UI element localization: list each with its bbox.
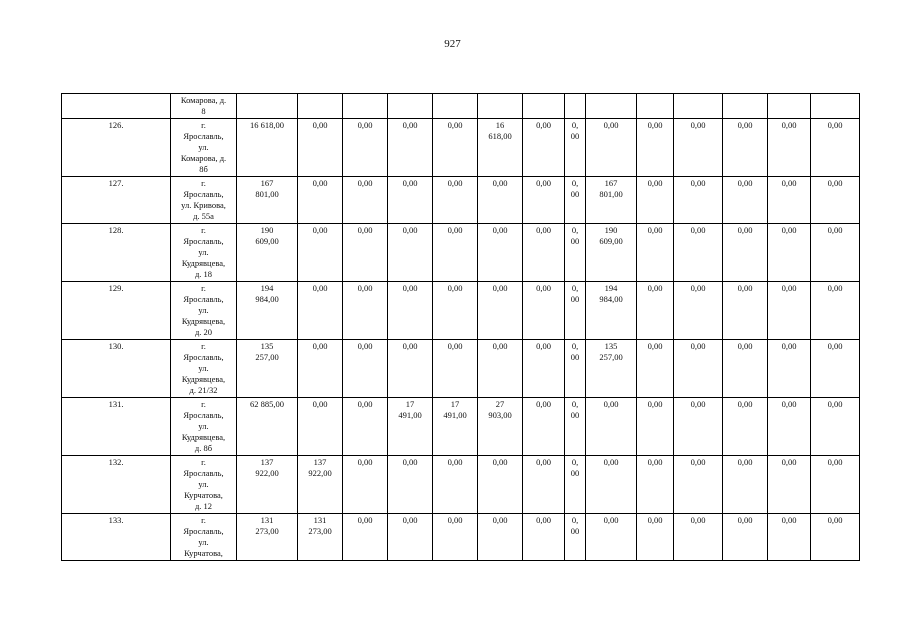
address-cell: г. Ярославль, ул. Кудрявцева, д. 8б <box>171 398 237 456</box>
value-cell: 0,00 <box>674 398 723 456</box>
value-cell: 0,00 <box>478 177 523 224</box>
value-cell: 0, 00 <box>565 224 586 282</box>
value-cell: 0,00 <box>433 177 478 224</box>
value-cell: 0,00 <box>433 456 478 514</box>
value-cell: 137 922,00 <box>237 456 298 514</box>
row-number-cell: 126. <box>62 119 171 177</box>
value-cell: 0,00 <box>523 514 565 561</box>
value-cell: 194 984,00 <box>586 282 637 340</box>
table-row <box>62 119 860 177</box>
value-cell: 0, 00 <box>565 514 586 561</box>
value-cell: 0,00 <box>388 456 433 514</box>
value-cell: 0,00 <box>637 224 674 282</box>
value-cell: 27 903,00 <box>478 398 523 456</box>
value-cell: 0,00 <box>478 340 523 398</box>
value-cell: 0,00 <box>433 224 478 282</box>
value-cell: 0,00 <box>811 119 860 177</box>
table-row <box>62 282 860 340</box>
address-cell: г. Ярославль, ул. Комарова, д. 8б <box>171 119 237 177</box>
value-cell: 0,00 <box>433 514 478 561</box>
table-body <box>62 94 860 561</box>
value-cell: 0,00 <box>343 177 388 224</box>
value-cell: 0,00 <box>723 340 768 398</box>
address-cell: г. Ярославль, ул. Курчатова, <box>171 514 237 561</box>
value-cell <box>433 94 478 119</box>
value-cell: 0,00 <box>723 398 768 456</box>
value-cell: 16 618,00 <box>478 119 523 177</box>
value-cell <box>768 94 811 119</box>
value-cell: 0,00 <box>343 282 388 340</box>
value-cell: 0,00 <box>811 398 860 456</box>
value-cell: 0,00 <box>433 119 478 177</box>
value-cell: 0,00 <box>478 456 523 514</box>
row-number-cell: 130. <box>62 340 171 398</box>
address-cell: Комарова, д. 8 <box>171 94 237 119</box>
value-cell: 135 257,00 <box>586 340 637 398</box>
address-cell: г. Ярославль, ул. Курчатова, д. 12 <box>171 456 237 514</box>
value-cell: 0,00 <box>674 224 723 282</box>
value-cell: 0,00 <box>478 282 523 340</box>
value-cell: 0,00 <box>523 456 565 514</box>
value-cell: 17 491,00 <box>388 398 433 456</box>
value-cell: 131 273,00 <box>298 514 343 561</box>
value-cell: 0,00 <box>523 177 565 224</box>
value-cell: 0,00 <box>523 340 565 398</box>
value-cell: 0,00 <box>768 514 811 561</box>
value-cell: 0,00 <box>388 119 433 177</box>
value-cell: 0,00 <box>811 177 860 224</box>
value-cell: 0,00 <box>637 177 674 224</box>
table-row <box>62 94 860 119</box>
row-number-cell: 128. <box>62 224 171 282</box>
value-cell: 0,00 <box>388 177 433 224</box>
value-cell: 0,00 <box>674 282 723 340</box>
value-cell: 0,00 <box>723 456 768 514</box>
value-cell: 0,00 <box>388 514 433 561</box>
value-cell: 0,00 <box>343 224 388 282</box>
table-row <box>62 177 860 224</box>
value-cell: 0,00 <box>388 282 433 340</box>
value-cell: 17 491,00 <box>433 398 478 456</box>
row-number-cell: 132. <box>62 456 171 514</box>
address-cell: г. Ярославль, ул. Кудрявцева, д. 20 <box>171 282 237 340</box>
value-cell: 0,00 <box>586 456 637 514</box>
value-cell: 0,00 <box>388 340 433 398</box>
value-cell: 0,00 <box>674 177 723 224</box>
value-cell <box>478 94 523 119</box>
value-cell: 0,00 <box>637 340 674 398</box>
value-cell: 0,00 <box>768 177 811 224</box>
value-cell: 0, 00 <box>565 456 586 514</box>
value-cell <box>523 94 565 119</box>
value-cell: 0,00 <box>811 514 860 561</box>
table-row <box>62 514 860 561</box>
value-cell: 0,00 <box>523 119 565 177</box>
row-number-cell: 129. <box>62 282 171 340</box>
value-cell: 0,00 <box>343 119 388 177</box>
value-cell <box>237 94 298 119</box>
value-cell: 194 984,00 <box>237 282 298 340</box>
value-cell: 0,00 <box>478 514 523 561</box>
value-cell: 0,00 <box>523 224 565 282</box>
value-cell <box>586 94 637 119</box>
value-cell: 0,00 <box>723 177 768 224</box>
value-cell: 167 801,00 <box>586 177 637 224</box>
value-cell: 0,00 <box>637 514 674 561</box>
value-cell: 0,00 <box>674 514 723 561</box>
value-cell <box>298 94 343 119</box>
table-row <box>62 398 860 456</box>
value-cell: 0,00 <box>811 282 860 340</box>
value-cell: 0,00 <box>343 456 388 514</box>
value-cell: 0, 00 <box>565 340 586 398</box>
value-cell: 0,00 <box>811 340 860 398</box>
value-cell: 0,00 <box>723 119 768 177</box>
value-cell: 0,00 <box>637 456 674 514</box>
value-cell: 0,00 <box>433 340 478 398</box>
value-cell: 0,00 <box>586 398 637 456</box>
value-cell: 0, 00 <box>565 177 586 224</box>
value-cell: 16 618,00 <box>237 119 298 177</box>
value-cell: 0,00 <box>811 456 860 514</box>
value-cell <box>565 94 586 119</box>
value-cell: 0,00 <box>343 398 388 456</box>
address-cell: г. Ярославль, ул. Кудрявцева, д. 18 <box>171 224 237 282</box>
value-cell: 0,00 <box>298 224 343 282</box>
value-cell: 0, 00 <box>565 119 586 177</box>
budget-table <box>61 93 860 561</box>
value-cell: 0,00 <box>723 282 768 340</box>
address-cell: г. Ярославль, ул. Кривова, д. 55а <box>171 177 237 224</box>
value-cell: 0,00 <box>343 514 388 561</box>
value-cell <box>343 94 388 119</box>
value-cell: 0,00 <box>298 282 343 340</box>
value-cell: 0,00 <box>768 282 811 340</box>
value-cell: 0,00 <box>523 282 565 340</box>
value-cell: 137 922,00 <box>298 456 343 514</box>
row-number-cell <box>62 94 171 119</box>
value-cell: 0,00 <box>298 119 343 177</box>
value-cell: 0,00 <box>768 398 811 456</box>
value-cell: 0,00 <box>298 177 343 224</box>
address-cell: г. Ярославль, ул. Кудрявцева, д. 21/32 <box>171 340 237 398</box>
value-cell: 0,00 <box>637 398 674 456</box>
value-cell: 0,00 <box>768 119 811 177</box>
value-cell <box>674 94 723 119</box>
value-cell: 0,00 <box>343 340 388 398</box>
value-cell <box>388 94 433 119</box>
value-cell <box>637 94 674 119</box>
value-cell: 135 257,00 <box>237 340 298 398</box>
value-cell: 0,00 <box>811 224 860 282</box>
value-cell: 0,00 <box>388 224 433 282</box>
value-cell: 0,00 <box>298 398 343 456</box>
value-cell: 131 273,00 <box>237 514 298 561</box>
value-cell: 190 609,00 <box>237 224 298 282</box>
value-cell: 0,00 <box>478 224 523 282</box>
value-cell: 0,00 <box>674 456 723 514</box>
row-number-cell: 131. <box>62 398 171 456</box>
value-cell: 0,00 <box>723 224 768 282</box>
value-cell: 0,00 <box>433 282 478 340</box>
table-row <box>62 224 860 282</box>
value-cell: 0,00 <box>637 282 674 340</box>
value-cell: 0, 00 <box>565 398 586 456</box>
value-cell: 0,00 <box>723 514 768 561</box>
page-number: 927 <box>444 38 461 50</box>
table-row <box>62 456 860 514</box>
value-cell: 0,00 <box>523 398 565 456</box>
value-cell: 0,00 <box>768 224 811 282</box>
value-cell: 0,00 <box>674 119 723 177</box>
value-cell: 0,00 <box>637 119 674 177</box>
value-cell: 0,00 <box>674 340 723 398</box>
value-cell: 190 609,00 <box>586 224 637 282</box>
value-cell: 0,00 <box>586 514 637 561</box>
value-cell <box>811 94 860 119</box>
value-cell: 167 801,00 <box>237 177 298 224</box>
table-row <box>62 340 860 398</box>
value-cell: 0,00 <box>768 340 811 398</box>
value-cell: 62 885,00 <box>237 398 298 456</box>
value-cell: 0,00 <box>768 456 811 514</box>
value-cell: 0,00 <box>298 340 343 398</box>
value-cell: 0, 00 <box>565 282 586 340</box>
value-cell <box>723 94 768 119</box>
value-cell: 0,00 <box>586 119 637 177</box>
row-number-cell: 127. <box>62 177 171 224</box>
row-number-cell: 133. <box>62 514 171 561</box>
